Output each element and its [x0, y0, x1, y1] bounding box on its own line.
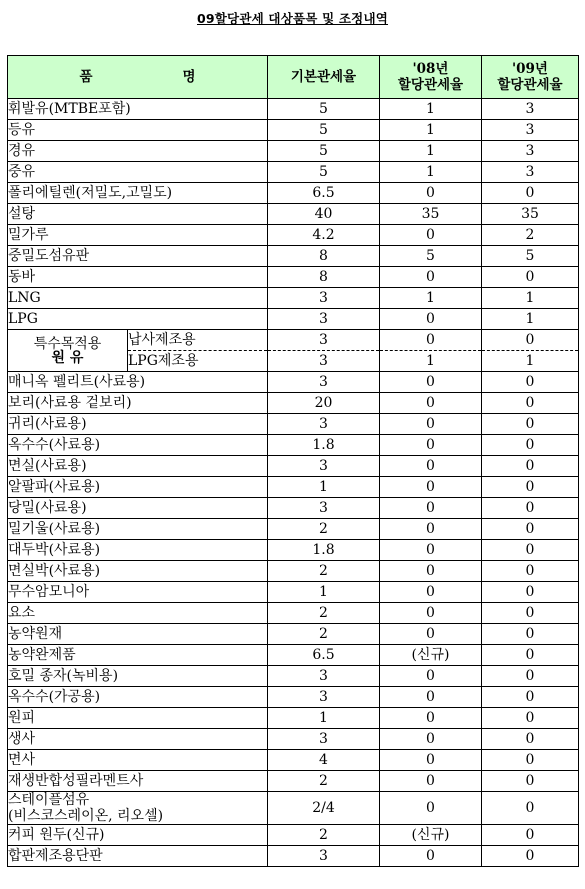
rate-2009: 3 — [482, 120, 579, 141]
table-row — [8, 561, 579, 582]
rate-2008: 1 — [380, 120, 482, 141]
item-name: 원피 — [8, 708, 268, 729]
item-name: 커피 원두(신규) — [8, 825, 268, 846]
rate-2008: 0 — [380, 846, 482, 867]
rate-2008: 0 — [380, 540, 482, 561]
rate-2008: 0 — [380, 498, 482, 519]
basic-rate: 2/4 — [268, 792, 380, 825]
rate-2009: 0 — [482, 519, 579, 540]
basic-rate: 4 — [268, 750, 380, 771]
rate-2008: 1 — [380, 99, 482, 120]
header-item-b: 명 — [182, 69, 196, 85]
table-row — [8, 519, 579, 540]
rate-2009: 0 — [482, 456, 579, 477]
rate-2008: (신규) — [380, 645, 482, 666]
basic-rate: 1.8 — [268, 540, 380, 561]
basic-rate: 5 — [268, 162, 380, 183]
rate-2009: 0 — [482, 645, 579, 666]
table-row — [8, 624, 579, 645]
basic-rate: 2 — [268, 519, 380, 540]
item-name: 스테이플섬유 (비스코스레이온, 리오셀) — [8, 792, 268, 825]
rate-2008: (신규) — [380, 825, 482, 846]
item-name: 경유 — [8, 141, 268, 162]
rate-2008: 0 — [380, 435, 482, 456]
rate-2009: 0 — [482, 477, 579, 498]
header-item-name — [8, 56, 268, 99]
item-name: 요소 — [8, 603, 268, 624]
basic-rate: 3 — [268, 456, 380, 477]
table-row — [8, 435, 579, 456]
rate-2008: 0 — [380, 666, 482, 687]
rate-2009: 0 — [482, 687, 579, 708]
basic-rate: 3 — [268, 846, 380, 867]
table-row — [8, 141, 579, 162]
rate-2009: 0 — [482, 330, 579, 351]
table-row — [8, 687, 579, 708]
rate-2009: 0 — [482, 267, 579, 288]
table-row — [8, 99, 579, 120]
rate-2008: 0 — [380, 393, 482, 414]
rate-2009: 3 — [482, 141, 579, 162]
rate-2008: 0 — [380, 267, 482, 288]
item-name: 중유 — [8, 162, 268, 183]
item-name: 농약원재 — [8, 624, 268, 645]
basic-rate: 8 — [268, 267, 380, 288]
table-row — [8, 162, 579, 183]
basic-rate: 5 — [268, 120, 380, 141]
rate-2009: 0 — [482, 603, 579, 624]
basic-rate: 5 — [268, 141, 380, 162]
basic-rate: 40 — [268, 204, 380, 225]
item-name: LPG제조용 — [128, 351, 268, 372]
table-row — [8, 540, 579, 561]
table-row — [8, 825, 579, 846]
rate-2008: 0 — [380, 330, 482, 351]
basic-rate: 1 — [268, 708, 380, 729]
header-2008-rate: '08년 할당관세율 — [380, 56, 482, 99]
item-name: 귀리(사료용) — [8, 414, 268, 435]
rate-2008: 0 — [380, 519, 482, 540]
rate-2008: 1 — [380, 351, 482, 372]
rate-2009: 0 — [482, 183, 579, 204]
basic-rate: 2 — [268, 771, 380, 792]
basic-rate: 3 — [268, 351, 380, 372]
table-row — [8, 708, 579, 729]
rate-2008: 0 — [380, 729, 482, 750]
rate-2009: 0 — [482, 498, 579, 519]
item-name: 동바 — [8, 267, 268, 288]
basic-rate: 2 — [268, 603, 380, 624]
item-name: 옥수수(사료용) — [8, 435, 268, 456]
rate-2009: 0 — [482, 708, 579, 729]
item-name: LPG — [8, 309, 268, 330]
item-name: 재생반합성필라멘트사 — [8, 771, 268, 792]
rate-2009: 0 — [482, 582, 579, 603]
item-name: 알팔파(사료용) — [8, 477, 268, 498]
rate-2008: 0 — [380, 225, 482, 246]
item-name: 보리(사료용 겉보리) — [8, 393, 268, 414]
item-name: 합판제조용단판 — [8, 846, 268, 867]
basic-rate: 1.8 — [268, 435, 380, 456]
table-row — [8, 456, 579, 477]
rate-2008: 0 — [380, 750, 482, 771]
item-name: 중밀도섬유판 — [8, 246, 268, 267]
item-name: 생사 — [8, 729, 268, 750]
rate-2009: 0 — [482, 750, 579, 771]
rate-2009: 35 — [482, 204, 579, 225]
item-name: 밀기울(사료용) — [8, 519, 268, 540]
rate-2008: 1 — [380, 288, 482, 309]
rate-2009: 0 — [482, 666, 579, 687]
table-header-row — [8, 56, 579, 99]
basic-rate: 3 — [268, 414, 380, 435]
basic-rate: 6.5 — [268, 645, 380, 666]
basic-rate: 3 — [268, 309, 380, 330]
rate-2008: 0 — [380, 456, 482, 477]
table-row — [8, 792, 579, 825]
rate-2009: 0 — [482, 540, 579, 561]
table-row — [8, 603, 579, 624]
table-row — [8, 750, 579, 771]
rate-2008: 0 — [380, 372, 482, 393]
header-basic-rate: 기본관세율 — [268, 56, 380, 99]
item-name: 등유 — [8, 120, 268, 141]
rate-2008: 0 — [380, 414, 482, 435]
special-crude-label: 특수목적용 원 유 — [8, 330, 128, 372]
table-row — [8, 267, 579, 288]
rate-2008: 0 — [380, 561, 482, 582]
table-row — [8, 288, 579, 309]
rate-2008: 0 — [380, 183, 482, 204]
item-name: 설탕 — [8, 204, 268, 225]
table-row — [8, 846, 579, 867]
basic-rate: 2 — [268, 561, 380, 582]
rate-2008: 0 — [380, 309, 482, 330]
basic-rate: 20 — [268, 393, 380, 414]
basic-rate: 5 — [268, 99, 380, 120]
rate-2009: 0 — [482, 435, 579, 456]
table-row — [8, 183, 579, 204]
table-row — [8, 330, 579, 351]
item-name: 당밀(사료용) — [8, 498, 268, 519]
basic-rate: 2 — [268, 825, 380, 846]
table-row — [8, 582, 579, 603]
page-title: 09할당관세 대상품목 및 조정내역 — [196, 11, 389, 26]
rate-2008: 5 — [380, 246, 482, 267]
item-name: 매니옥 펠리트(사료용) — [8, 372, 268, 393]
table-row — [8, 498, 579, 519]
basic-rate: 3 — [268, 498, 380, 519]
table-row — [8, 729, 579, 750]
item-name: 면실(사료용) — [8, 456, 268, 477]
item-name: 폴리에틸렌(저밀도,고밀도) — [8, 183, 268, 204]
item-name: 휘발유(MTBE포함) — [8, 99, 268, 120]
basic-rate: 3 — [268, 288, 380, 309]
rate-2009: 1 — [482, 309, 579, 330]
rate-2008: 0 — [380, 687, 482, 708]
rate-2008: 0 — [380, 792, 482, 825]
rate-2009: 1 — [482, 288, 579, 309]
item-name: 납사제조용 — [128, 330, 268, 351]
rate-2009: 0 — [482, 414, 579, 435]
rate-2009: 0 — [482, 624, 579, 645]
item-name: 호밀 종자(녹비용) — [8, 666, 268, 687]
basic-rate: 1 — [268, 477, 380, 498]
item-name: 무수암모니아 — [8, 582, 268, 603]
rate-2009: 0 — [482, 792, 579, 825]
item-name: 농약완제품 — [8, 645, 268, 666]
table-row — [8, 246, 579, 267]
rate-2008: 0 — [380, 582, 482, 603]
rate-2009: 5 — [482, 246, 579, 267]
rate-2009: 0 — [482, 771, 579, 792]
header-item-a: 품 — [79, 69, 93, 85]
basic-rate: 3 — [268, 729, 380, 750]
rate-2008: 0 — [380, 708, 482, 729]
basic-rate: 3 — [268, 330, 380, 351]
rate-2008: 0 — [380, 477, 482, 498]
rate-2009: 0 — [482, 825, 579, 846]
basic-rate: 2 — [268, 624, 380, 645]
item-name: 면사 — [8, 750, 268, 771]
table-row — [8, 414, 579, 435]
rate-2009: 0 — [482, 393, 579, 414]
rate-2009: 2 — [482, 225, 579, 246]
table-row — [8, 204, 579, 225]
rate-2009: 0 — [482, 372, 579, 393]
rate-2009: 3 — [482, 99, 579, 120]
rate-2008: 1 — [380, 141, 482, 162]
rate-2008: 0 — [380, 771, 482, 792]
item-name: 면실박(사료용) — [8, 561, 268, 582]
basic-rate: 4.2 — [268, 225, 380, 246]
table-row — [8, 477, 579, 498]
basic-rate: 8 — [268, 246, 380, 267]
table-row — [8, 372, 579, 393]
table-row — [8, 120, 579, 141]
basic-rate: 3 — [268, 666, 380, 687]
tariff-table — [7, 55, 579, 867]
header-2009-rate: '09년 할당관세율 — [482, 56, 579, 99]
item-name: 옥수수(가공용) — [8, 687, 268, 708]
rate-2008: 35 — [380, 204, 482, 225]
table-row — [8, 309, 579, 330]
rate-2008: 0 — [380, 624, 482, 645]
table-row — [8, 771, 579, 792]
rate-2008: 1 — [380, 162, 482, 183]
basic-rate: 3 — [268, 372, 380, 393]
table-row — [8, 666, 579, 687]
table-row — [8, 645, 579, 666]
item-name: 대두박(사료용) — [8, 540, 268, 561]
basic-rate: 6.5 — [268, 183, 380, 204]
table-row — [8, 393, 579, 414]
rate-2009: 1 — [482, 351, 579, 372]
table-row — [8, 225, 579, 246]
rate-2009: 0 — [482, 729, 579, 750]
rate-2009: 3 — [482, 162, 579, 183]
item-name: LNG — [8, 288, 268, 309]
rate-2009: 0 — [482, 846, 579, 867]
basic-rate: 1 — [268, 582, 380, 603]
rate-2009: 0 — [482, 561, 579, 582]
basic-rate: 3 — [268, 687, 380, 708]
rate-2008: 0 — [380, 603, 482, 624]
item-name: 밀가루 — [8, 225, 268, 246]
